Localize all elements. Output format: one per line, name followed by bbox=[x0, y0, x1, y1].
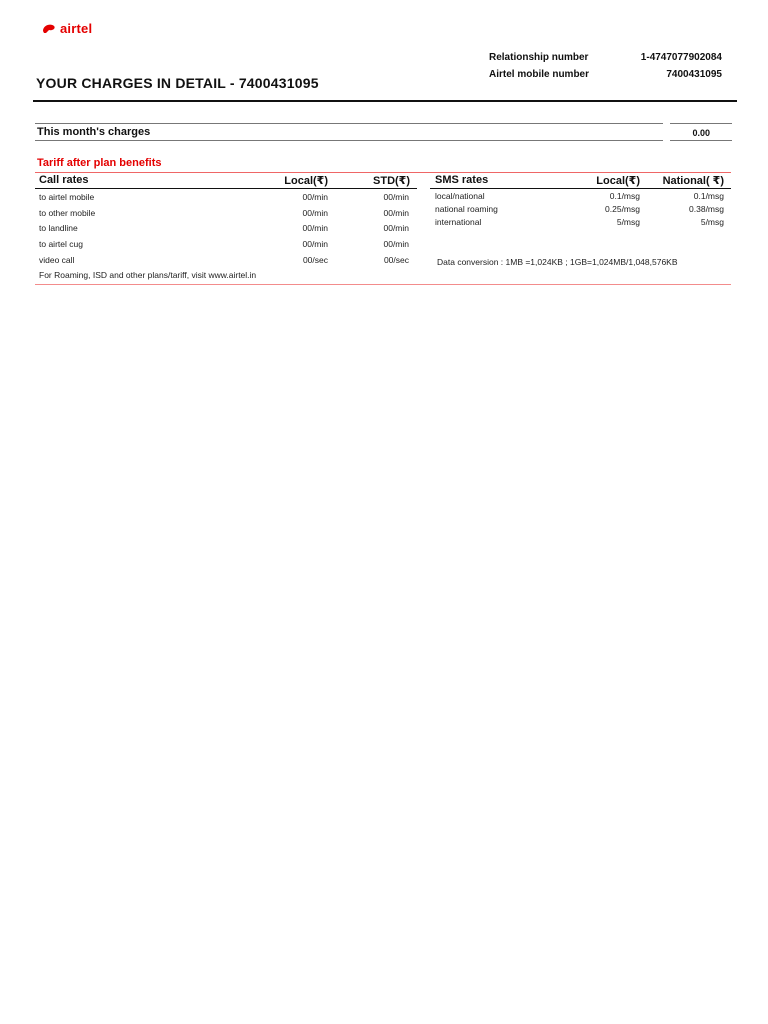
call-row-local: 00/sec bbox=[302, 255, 328, 265]
relationship-number-value: 1-4747077902084 bbox=[640, 52, 722, 63]
call-row-label: to airtel mobile bbox=[39, 192, 95, 202]
charges-top-line bbox=[35, 123, 663, 124]
call-std-header: STD(₹) bbox=[373, 175, 410, 187]
call-local-header: Local(₹) bbox=[284, 175, 328, 187]
call-row-std: 00/sec bbox=[383, 255, 409, 265]
sms-row-local: 5/msg bbox=[616, 217, 640, 227]
call-row-local: 00/min bbox=[302, 239, 328, 249]
sms-local-header: Local(₹) bbox=[596, 175, 640, 187]
sms-row-local: 0.25/msg bbox=[605, 204, 640, 214]
call-row-local: 00/min bbox=[302, 192, 328, 202]
tariff-title: Tariff after plan benefits bbox=[37, 157, 162, 169]
data-conversion-note: Data conversion : 1MB =1,024KB ; 1GB=1,024MB/1,048,576KB bbox=[437, 257, 678, 267]
sms-row-label: national roaming bbox=[435, 204, 498, 214]
relationship-number-label: Relationship number bbox=[489, 52, 589, 63]
sms-national-header: National( ₹) bbox=[662, 175, 724, 187]
charges-bottom-line bbox=[35, 140, 663, 141]
call-row-label: to landline bbox=[39, 223, 78, 233]
mobile-number-label: Airtel mobile number bbox=[489, 69, 590, 80]
sms-header-underline bbox=[430, 188, 731, 189]
sms-rates-header: SMS rates bbox=[435, 174, 489, 186]
sms-row-label: international bbox=[435, 217, 482, 227]
call-row-std: 00/min bbox=[383, 208, 409, 218]
month-charges-value: 0.00 bbox=[692, 128, 710, 138]
airtel-logo bbox=[41, 20, 92, 36]
call-row-std: 00/min bbox=[383, 192, 409, 202]
call-row-std: 00/min bbox=[383, 223, 409, 233]
call-header-underline bbox=[35, 188, 417, 189]
airtel-swirl-icon bbox=[41, 21, 57, 35]
tariff-top-line bbox=[35, 172, 731, 173]
call-rates-header: Call rates bbox=[39, 174, 89, 186]
page-title: YOUR CHARGES IN DETAIL - 7400431095 bbox=[36, 75, 319, 91]
title-divider bbox=[33, 100, 737, 102]
sms-row-local: 0.1/msg bbox=[609, 191, 640, 201]
call-row-label: to other mobile bbox=[39, 208, 96, 218]
charges-value-bottom-line bbox=[670, 140, 732, 141]
call-row-label: to airtel cug bbox=[39, 239, 83, 249]
call-row-local: 00/min bbox=[302, 223, 328, 233]
call-row-std: 00/min bbox=[383, 239, 409, 249]
sms-row-national: 0.1/msg bbox=[693, 191, 724, 201]
sms-row-national: 0.38/msg bbox=[689, 204, 724, 214]
call-row-local: 00/min bbox=[302, 208, 328, 218]
tariff-bottom-line bbox=[35, 284, 731, 285]
charges-value-top-line bbox=[670, 123, 732, 124]
call-row-label: video call bbox=[39, 255, 75, 265]
month-charges-label: This month's charges bbox=[37, 126, 151, 138]
sms-row-national: 5/msg bbox=[700, 217, 724, 227]
tariff-footer-note: For Roaming, ISD and other plans/tariff, visit www.airtel.in bbox=[39, 270, 257, 280]
mobile-number-value: 7400431095 bbox=[666, 69, 722, 80]
logo-text: airtel bbox=[60, 20, 93, 36]
sms-row-label: local/national bbox=[435, 191, 485, 201]
